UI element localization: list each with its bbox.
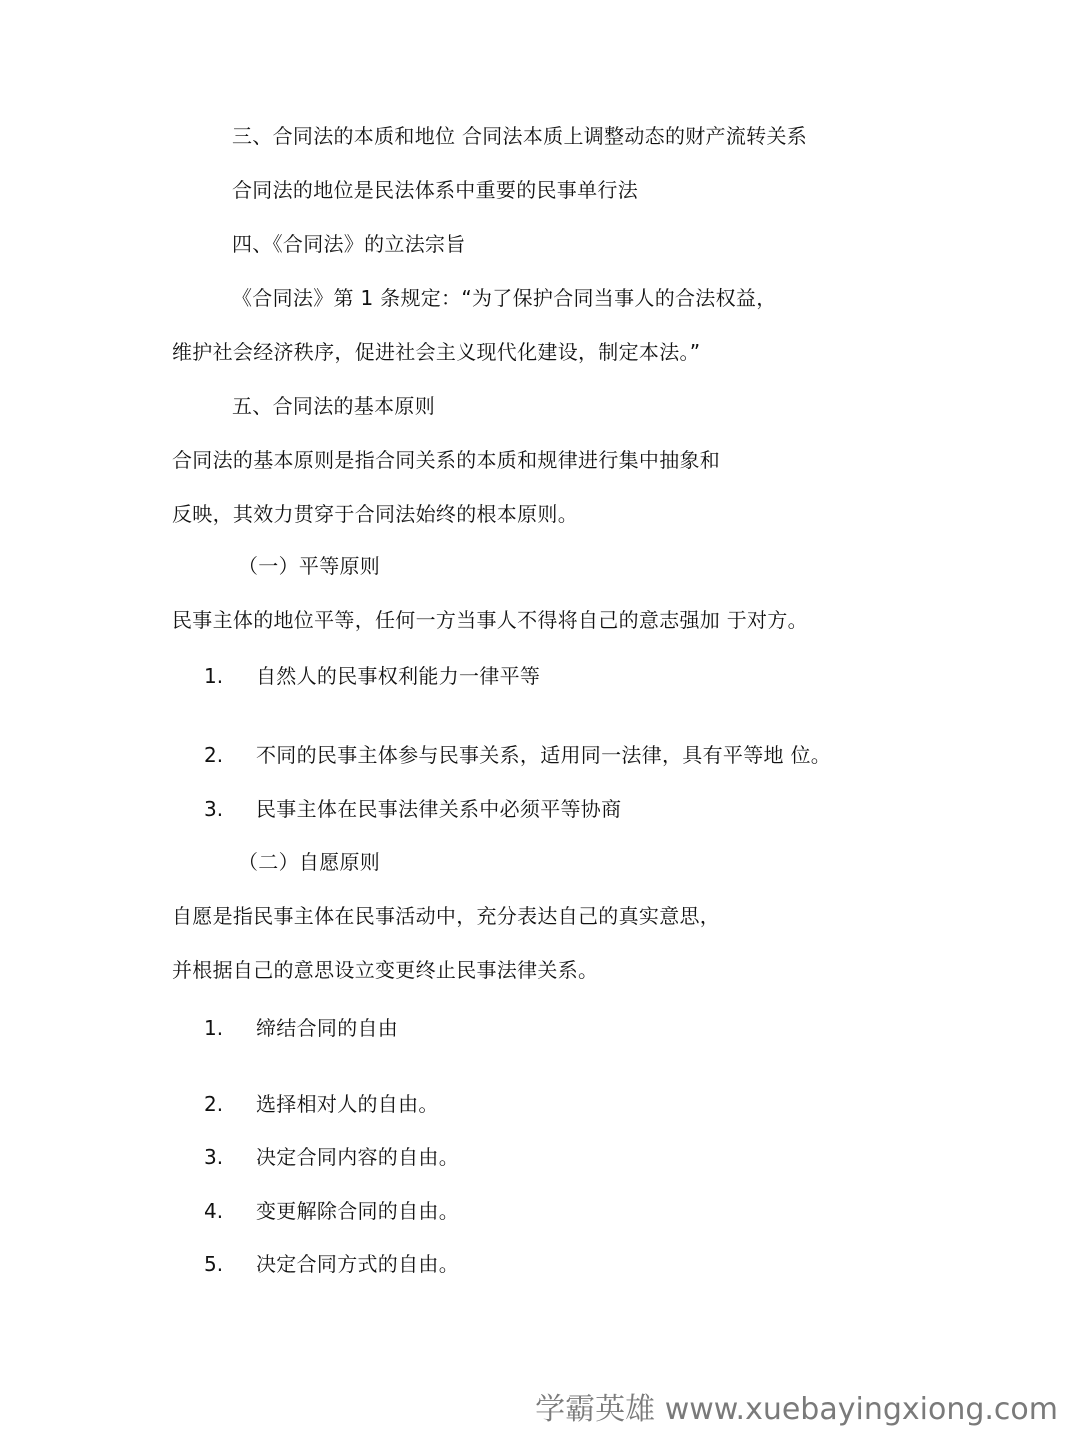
paragraph-line: 维护社会经济秩序，促进社会主义现代化建设，制定本法。” [172,340,701,364]
paragraph-line: 自愿是指民事主体在民事活动中，充分表达自己的真实意思， [172,904,721,928]
list-item-number: 1. [204,664,224,688]
list-item-number: 5. [204,1252,224,1276]
list-item: 不同的民事主体参与民事关系，适用同一法律，具有平等地 位。 [256,743,832,767]
section-five-heading: 五、合同法的基本原则 [232,394,435,418]
list-item: 缔结合同的自由 [256,1016,399,1040]
subsection-heading-voluntary: （二）自愿原则 [238,850,381,874]
watermark: 学霸英雄 www.xuebayingxiong.com [535,1392,1058,1427]
paragraph-line: 反映，其效力贯穿于合同法始终的根本原则。 [172,502,578,526]
paragraph-line: 合同法的基本原则是指合同关系的本质和规律进行集中抽象和 [172,448,721,472]
paragraph-line: 民事主体的地位平等，任何一方当事人不得将自己的意志强加 于对方。 [172,608,808,632]
list-item: 决定合同方式的自由。 [256,1252,459,1276]
paragraph-line: 合同法的地位是民法体系中重要的民事单行法 [232,178,638,202]
list-item-number: 4. [204,1199,224,1223]
paragraph-line: 并根据自己的意思设立变更终止民事法律关系。 [172,958,599,982]
list-item-number: 2. [204,743,224,767]
list-item-number: 1. [204,1016,224,1040]
list-item-number: 3. [204,1145,224,1169]
list-item: 选择相对人的自由。 [256,1092,439,1116]
list-item: 决定合同内容的自由。 [256,1145,459,1169]
section-four-heading: 四、《合同法》的立法宗旨 [232,232,466,256]
list-item-number: 3. [204,797,224,821]
list-item: 变更解除合同的自由。 [256,1199,459,1223]
subsection-heading-equality: （一）平等原则 [238,554,381,578]
paragraph-line: 《合同法》第 1 条规定：“为了保护合同当事人的合法权益， [232,286,777,310]
list-item-number: 2. [204,1092,224,1116]
list-item: 自然人的民事权利能力一律平等 [256,664,541,688]
list-item: 民事主体在民事法律关系中必须平等协商 [256,797,622,821]
section-three-heading: 三、合同法的本质和地位 合同法本质上调整动态的财产流转关系 [232,124,808,148]
